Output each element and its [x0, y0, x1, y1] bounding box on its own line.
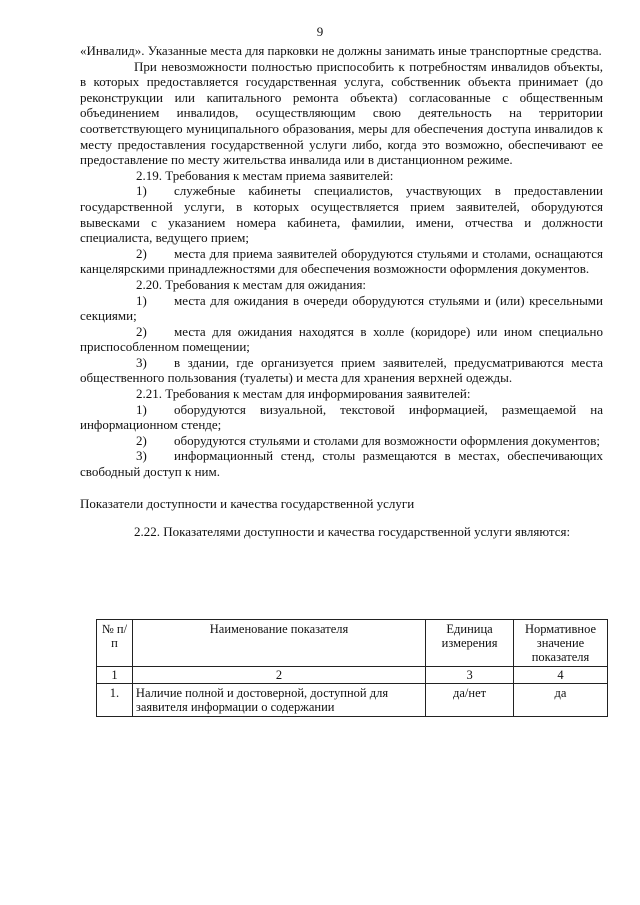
table-header-row	[97, 620, 608, 667]
list-item-number: 1)	[136, 401, 147, 417]
list-item	[80, 402, 603, 433]
indicators-table	[96, 619, 608, 717]
list-item	[80, 293, 603, 324]
table-cell: да/нет	[426, 684, 514, 717]
list-item	[80, 324, 603, 355]
section-title: Показатели доступности и качества государственной услуги	[80, 495, 415, 511]
paragraph-2-22: 2.22. Показателями доступности и качества государственной услуги являются:	[134, 524, 571, 540]
header-cell: Единица измерения	[426, 620, 514, 667]
header-cell: Наименование показателя	[132, 620, 425, 667]
document-body	[80, 43, 603, 540]
column-number-cell: 2	[132, 667, 425, 684]
list-item-text: места для ожидания в очереди оборудуются стульями и (или) кресельными секциями;	[80, 292, 603, 324]
list-item-text: служебные кабинеты специалистов, участвующих в предоставлении государственной услуги, в которых осуществляется прием заявителей, оборудуются вывесками с указанием номера кабинета, фамилии, имени, отчества и должности специалиста, ведущего прием;	[80, 183, 603, 246]
list-item-number: 1)	[136, 183, 147, 199]
paragraph-parking: «Инвалид». Указанные места для парковки не должны занимать иные транспортные средства.	[80, 43, 602, 58]
list-item	[80, 433, 603, 449]
list-item	[80, 183, 603, 245]
page-number: 9	[316, 24, 324, 39]
list-item-number: 2)	[136, 323, 147, 339]
list-item	[80, 355, 603, 386]
list-item-number: 2)	[136, 245, 147, 261]
column-number-cell: 4	[514, 667, 608, 684]
list-item-number: 1)	[136, 292, 147, 308]
list-item-text: места для приема заявителей оборудуются стульями и столами, оснащаются канцелярскими принадлежностями для обеспечения возможности оформления документов.	[80, 245, 603, 277]
list-item-number: 3)	[136, 354, 147, 370]
paragraph-accessibility: При невозможности полностью приспособить к потребностям инвалидов объекты, в которых предоставляется государственная услуга, собственник объекта принимает (до реконструкции или капитального ремонта объекта) согласованные с общественным объединением инвалидов, осуществляющим свою деятельность на территории соответствующего муниципального образования, меры для обеспечения доступа инвалидов к месту предоставления государственной услуги либо, когда это возможно, обеспечивают ее предоставление по месту жительства инвалида или в дистанционном режиме.	[80, 58, 603, 168]
list-item-text: информационный стенд, столы размещаются в местах, обеспечивающих свободный доступ к ним.	[80, 448, 603, 480]
list-item	[80, 448, 603, 479]
column-number-cell: 3	[426, 667, 514, 684]
heading-2-19: 2.19. Требования к местам приема заявителей:	[136, 167, 394, 183]
list-item-text: в здании, где организуется прием заявителей, предусматриваются места общественного пользования (туалеты) и места для хранения верхней одежды.	[80, 354, 603, 386]
table-cell: да	[514, 684, 608, 717]
column-number-cell: 1	[97, 667, 133, 684]
list-item-text: оборудуются визуальной, текстовой информацией, размещаемой на информационном стенде;	[80, 401, 603, 433]
header-cell: Нормативное значение показателя	[514, 620, 608, 667]
header-cell: № п/п	[97, 620, 133, 667]
list-item-text: оборудуются стульями и столами для возможности оформления документов;	[174, 432, 600, 448]
list-item-number: 3)	[136, 448, 147, 464]
table-cell: 1.	[97, 684, 133, 717]
heading-2-21: 2.21. Требования к местам для информирования заявителей:	[136, 386, 471, 402]
table-column-numbers-row	[97, 667, 608, 684]
table-row	[97, 684, 608, 717]
heading-2-20: 2.20. Требования к местам для ожидания:	[136, 276, 367, 292]
list-item	[80, 246, 603, 277]
list-item-text: места для ожидания находятся в холле (коридоре) или ином специально приспособленном помещении;	[80, 323, 603, 355]
table-cell: Наличие полной и достоверной, доступной для заявителя информации о содержании	[132, 684, 425, 717]
list-item-number: 2)	[136, 432, 147, 448]
